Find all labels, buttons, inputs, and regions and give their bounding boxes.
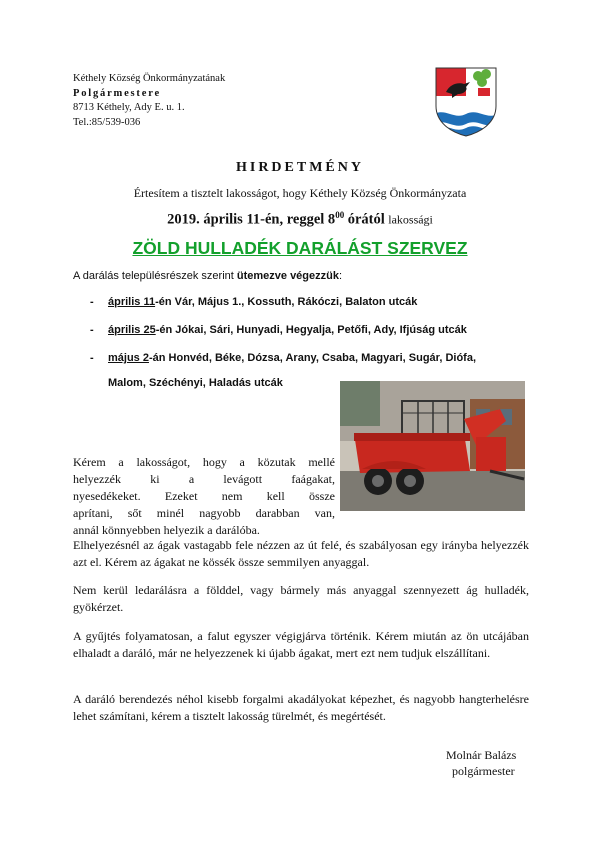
schedule-continuation: Malom, Széchényi, Haladás utcák (108, 377, 283, 389)
paragraph-line: Kérem a lakosságot, hogy a közutak mellé (73, 455, 335, 469)
paragraph-2: Nem kerül ledarálásra a földdel, vagy bármely más anyaggal szennyezett ág hulladék, gyökérzet. (73, 583, 529, 614)
schedule-intro-text: A darálás településrészek szerint (73, 270, 234, 282)
wood-chipper-photo (340, 381, 525, 511)
letterhead-phone: Tel.:85/539-036 (73, 116, 141, 128)
date-after: órától (347, 211, 385, 228)
paragraph-1-continued: Elhelyezésnél az ágak vastagabb fele nézzen az út felé, és szabályosan egy irányba helyezzék azt el. Kérem az ágakat ne kössék össze semmilyen anyaggal. (73, 538, 529, 569)
schedule-streets: -én Jókai, Sári, Hunyadi, Hegyalja, Petőfi, Ady, Ifjúság utcák (155, 324, 467, 336)
paragraph-4: A daráló berendezés néhol kisebb forgalmi akadályokat képezhet, és nagyobb hangterhelésre lehet számítani, kérem a tisztelt lakosság türelmét, és megértését. (73, 692, 529, 723)
date-main: 2019. április 11-én, reggel 8 (167, 211, 336, 228)
schedule-streets: -én Vár, Május 1., Kossuth, Rákóczi, Balaton utcák (155, 296, 418, 308)
paragraph-line: nyesedékeket. Ezeket nem kell össze (73, 489, 335, 503)
signature-name: Molnár Balázs (446, 748, 517, 762)
letterhead-line-2: Polgármestere (73, 87, 161, 99)
paragraph-1-wrapped (73, 454, 335, 539)
schedule-date: április 25 (108, 324, 156, 336)
intro-line: Értesítem a tisztelt lakosságot, hogy Kéthely Község Önkormányzata (133, 186, 467, 200)
letterhead-address: 8713 Kéthely, Ady E. u. 1. (73, 102, 185, 114)
date-line (0, 210, 600, 229)
schedule-streets: -án Honvéd, Béke, Dózsa, Arany, Csaba, Magyari, Sugár, Diófa, (148, 352, 477, 364)
paragraph-line: annál könnyebben helyezik a darálóba. (73, 523, 260, 537)
paragraph-line: helyezzék ki a levágott faágakat, (73, 472, 335, 486)
schedule-date: május 2 (108, 352, 149, 364)
signature-role: polgármester (452, 764, 515, 778)
date-superscript: 00 (335, 210, 345, 220)
paragraph-3: A gyűjtés folyamatosan, a falut egyszer végigjárva történik. Kérem miután az ön utcájában elhaladt a daráló, már ne helyezzenek ki újabb ágakat, mert ezt nem tudjuk elszállítani. (73, 629, 529, 660)
letterhead (73, 72, 225, 130)
page-title: HIRDETMÉNY (235, 160, 364, 175)
schedule-intro-end: : (338, 270, 343, 282)
schedule-intro-bold: ütemezve végezzük (236, 270, 339, 282)
date-tail: lakossági (388, 212, 433, 227)
letterhead-line-1: Kéthely Község Önkormányzatának (73, 73, 226, 84)
schedule-date: április 11 (108, 296, 156, 308)
headline: ZÖLD HULLADÉK DARÁLÁST SZERVEZ (132, 238, 468, 258)
paragraph-line: aprítani, sőt minél nagyobb darabban van, (73, 506, 335, 520)
schedule-intro (73, 270, 342, 282)
coat-of-arms-icon (434, 66, 498, 138)
